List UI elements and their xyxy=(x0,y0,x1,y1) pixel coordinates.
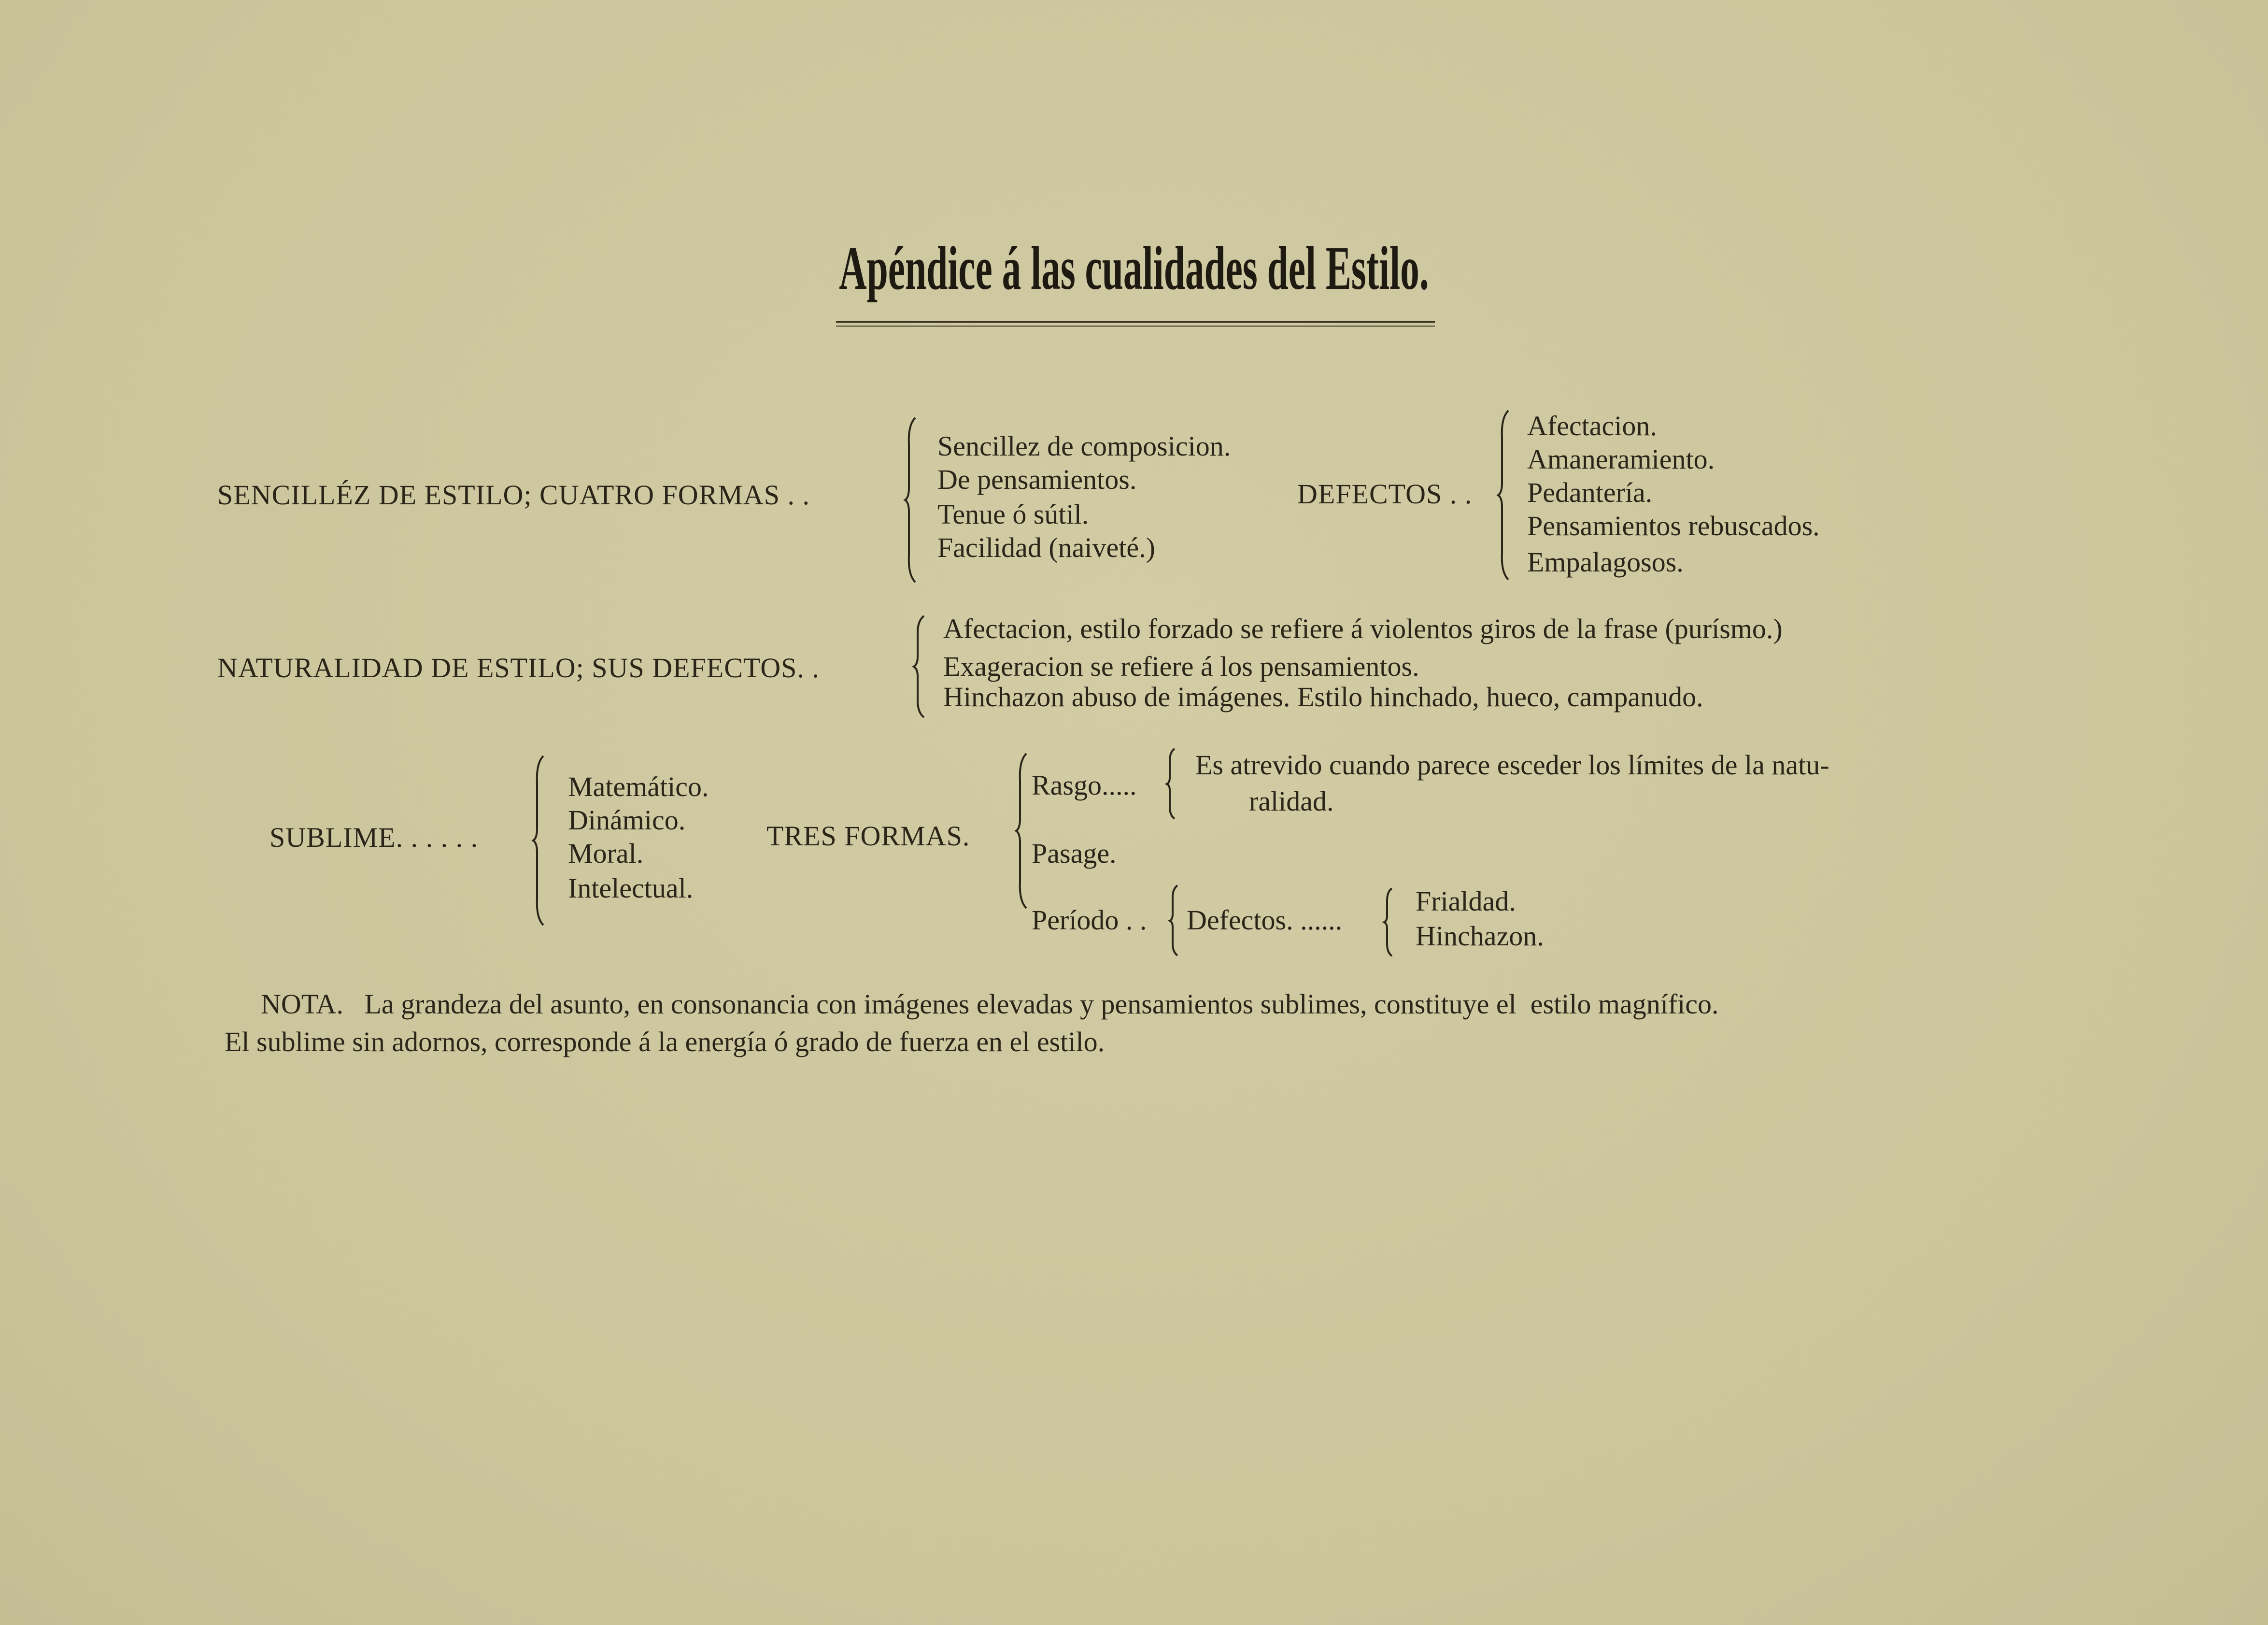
form-item: Sencillez de composicion. xyxy=(937,430,1231,462)
rasgo-description-cont: ralidad. xyxy=(1249,785,1334,817)
title-rule-thin xyxy=(836,326,1435,327)
type-item: Matemático. xyxy=(568,771,709,802)
defectos-label: DEFECTOS . . xyxy=(1297,478,1473,510)
defect-item: Afectacion, estilo forzado se refiere á violentos giros de la frase (purísmo.) xyxy=(943,613,1783,644)
periodo-label: Período . . xyxy=(1032,904,1147,936)
type-item: Intelectual. xyxy=(568,872,694,904)
tres-formas-label: TRES FORMAS. xyxy=(766,820,970,852)
form-item: De pensamientos. xyxy=(937,464,1137,495)
brace xyxy=(1168,883,1182,958)
brace xyxy=(1496,408,1516,582)
brace xyxy=(531,754,551,927)
defect-item: Hinchazon abuso de imágenes. Estilo hinchado, hueco, campanudo. xyxy=(943,681,1703,713)
brace xyxy=(1165,746,1179,821)
defect-item: Pedantería. xyxy=(1527,477,1653,508)
defect-item: Empalagosos. xyxy=(1527,546,1684,578)
page-title: Apéndice á las cualidades del Estilo. xyxy=(839,234,1429,302)
sencillez-label: SENCILLÉZ DE ESTILO; CUATRO FORMAS . . xyxy=(217,479,810,511)
defect-item: Pensamientos rebuscados. xyxy=(1527,510,1820,542)
nota-line-2: El sublime sin adornos, corresponde á la energía ó grado de fuerza en el estilo. xyxy=(225,1026,1105,1057)
brace xyxy=(912,613,931,720)
sublime-label: SUBLIME. . . . . . xyxy=(269,822,479,853)
defect-item: Afectacion. xyxy=(1527,410,1657,442)
form-item: Facilidad (naiveté.) xyxy=(937,532,1155,563)
nota-line-1: NOTA. La grandeza del asunto, en consonancia con imágenes elevadas y pensamientos sublimes, constituye el estilo magnífico. xyxy=(261,988,1719,1020)
rasgo-label: Rasgo..... xyxy=(1032,770,1137,801)
form-item: Tenue ó sútil. xyxy=(937,499,1089,530)
pasage-label: Pasage. xyxy=(1032,838,1117,869)
rasgo-description: Es atrevido cuando parece esceder los límites de la natu- xyxy=(1195,749,1829,781)
brace xyxy=(1382,886,1397,958)
periodo-defect-item: Hinchazon. xyxy=(1416,920,1544,952)
brace xyxy=(1014,751,1034,911)
type-item: Dinámico. xyxy=(568,804,686,836)
periodo-defectos-label: Defectos. ...... xyxy=(1187,904,1343,936)
title-rule xyxy=(836,321,1435,323)
defect-item: Exageracion se refiere á los pensamientos. xyxy=(943,651,1419,682)
periodo-defect-item: Frialdad. xyxy=(1416,885,1516,917)
brace xyxy=(903,415,922,584)
defect-item: Amaneramiento. xyxy=(1527,443,1715,475)
type-item: Moral. xyxy=(568,838,644,869)
naturalidad-label: NATURALIDAD DE ESTILO; SUS DEFECTOS. . xyxy=(217,652,820,684)
